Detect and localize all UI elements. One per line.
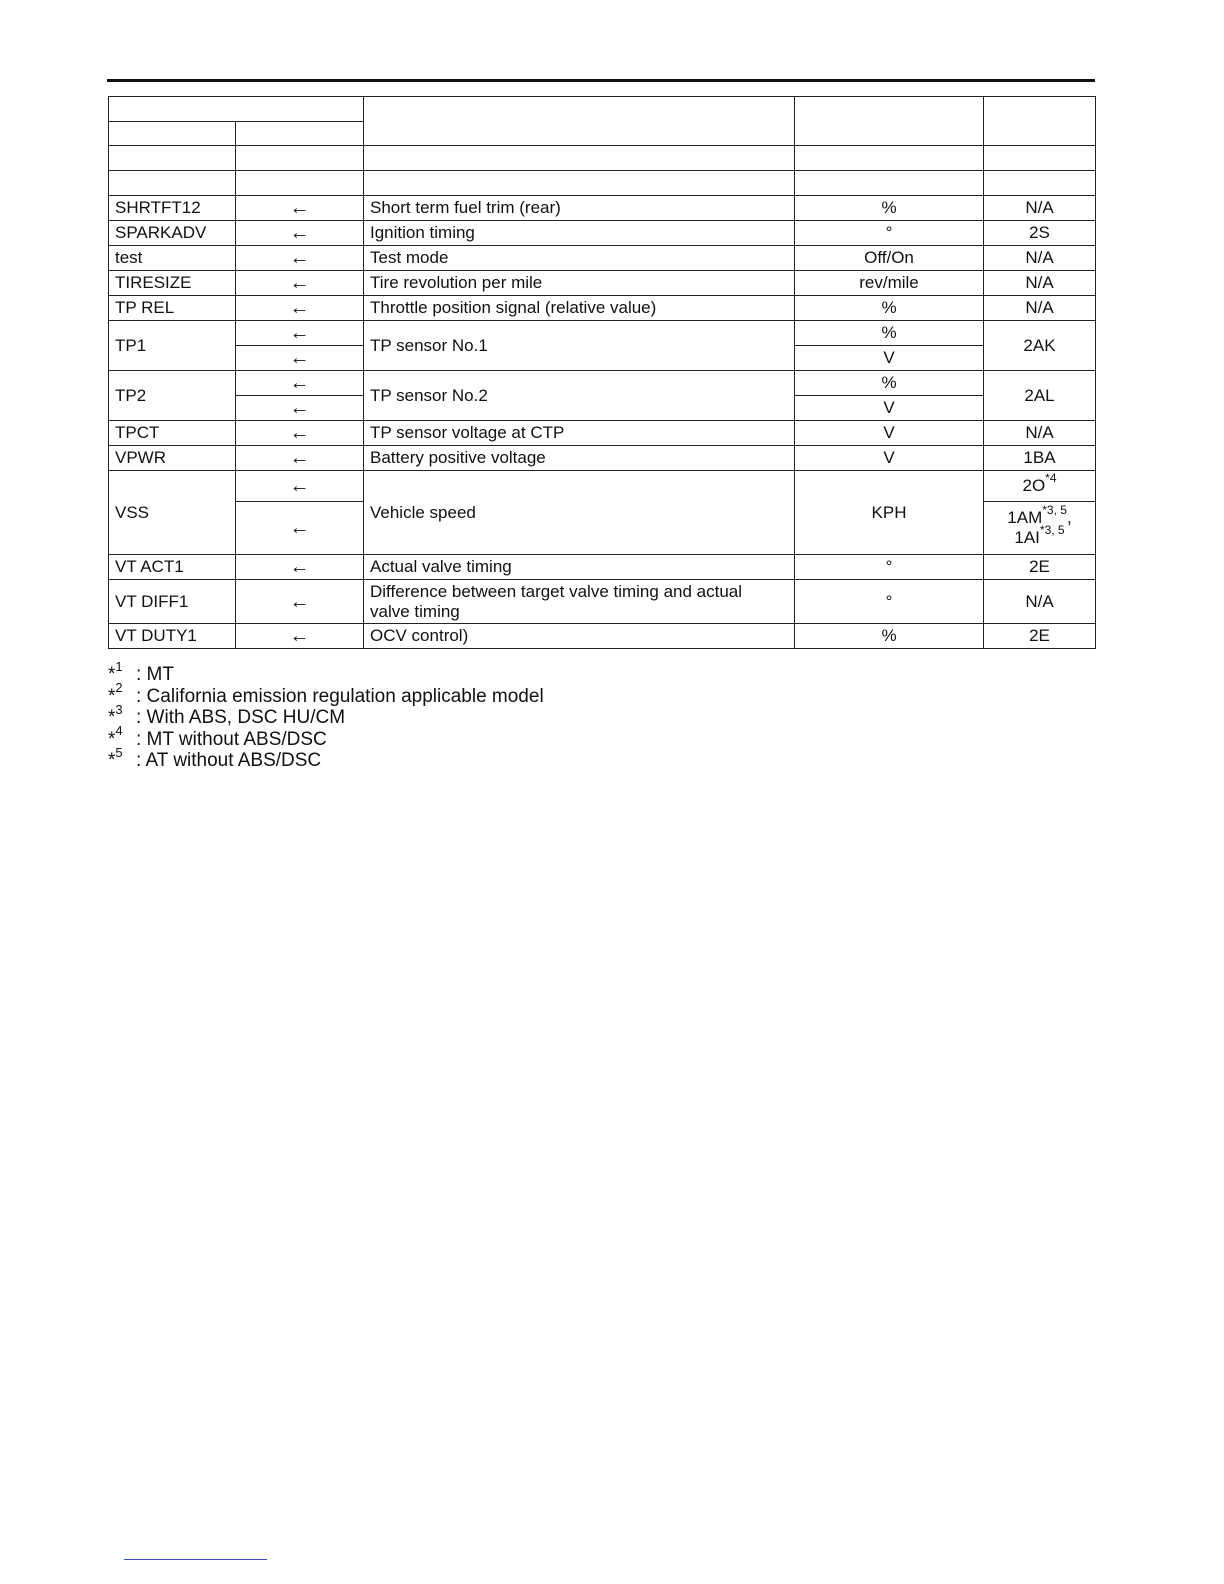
definition-cell: TP sensor No.2	[364, 371, 795, 421]
pid-cell: TP2	[109, 371, 236, 421]
header-cell-definition	[364, 97, 795, 146]
terminal-cell	[984, 502, 1096, 555]
arrow-cell: ←	[236, 196, 364, 221]
terminal-code: 2O	[1022, 476, 1046, 495]
terminal-cell: N/A	[984, 296, 1096, 321]
table-row	[109, 624, 1096, 649]
terminal-cell: 2AK	[984, 321, 1096, 371]
pid-cell: test	[109, 246, 236, 271]
arrow-cell: ←	[236, 502, 364, 555]
table-row	[109, 421, 1096, 446]
footnote-text: : AT without ABS/DSC	[136, 750, 322, 771]
arrow-cell: ←	[236, 321, 364, 346]
footnote-asterisk: *	[108, 685, 116, 707]
arrow-cell: ←	[236, 555, 364, 580]
pid-cell: VT DIFF1	[109, 580, 236, 624]
terminal-separator: ,	[1066, 508, 1072, 527]
footnote-item	[108, 680, 544, 708]
footnote-mark	[108, 744, 136, 772]
unit-cell: °	[795, 555, 984, 580]
definition-cell: Test mode	[364, 246, 795, 271]
table-row	[109, 555, 1096, 580]
terminal-cell: 2AL	[984, 371, 1096, 421]
definition-cell: OCV control)	[364, 624, 795, 649]
header-cell-pid-alt	[236, 122, 364, 146]
table-row	[109, 196, 1096, 221]
arrow-cell: ←	[236, 296, 364, 321]
footnote-item	[108, 658, 544, 686]
footnote-ref: *4	[1045, 471, 1057, 486]
footnote-text: : With ABS, DSC HU/CM	[136, 707, 346, 728]
footnotes	[108, 658, 544, 772]
footnote-number: 3	[115, 701, 123, 717]
pid-cell: SHRTFT12	[109, 196, 236, 221]
table-row	[109, 321, 1096, 346]
terminal-code: 1AM	[1007, 508, 1043, 527]
definition-cell: Actual valve timing	[364, 555, 795, 580]
definition-line: valve timing	[370, 601, 460, 621]
terminal-cell: 2S	[984, 221, 1096, 246]
definition-cell: Vehicle speed	[364, 471, 795, 555]
footnote-text: : MT without ABS/DSC	[136, 728, 327, 750]
definition-cell	[364, 580, 795, 624]
unit-cell: %	[795, 624, 984, 649]
terminal-cell: N/A	[984, 246, 1096, 271]
pid-cell: TPCT	[109, 421, 236, 446]
footnote-asterisk: *	[108, 664, 116, 685]
table-row	[109, 246, 1096, 271]
unit-cell: KPH	[795, 471, 984, 555]
unit-cell: Off/On	[795, 246, 984, 271]
terminal-cell: N/A	[984, 580, 1096, 624]
unit-cell: %	[795, 321, 984, 346]
unit-cell: %	[795, 196, 984, 221]
pid-cell: TP REL	[109, 296, 236, 321]
footnote-asterisk: *	[108, 707, 116, 728]
unit-cell: rev/mile	[795, 271, 984, 296]
pid-cell: TIRESIZE	[109, 271, 236, 296]
arrow-cell: ←	[236, 271, 364, 296]
terminal-cell	[984, 471, 1096, 502]
arrow-cell: ←	[236, 580, 364, 624]
footnote-text: : MT	[136, 664, 174, 685]
footnote-number: 1	[115, 658, 123, 674]
arrow-cell: ←	[236, 221, 364, 246]
unit-cell: V	[795, 421, 984, 446]
arrow-cell: ←	[236, 246, 364, 271]
terminal-cell: 2E	[984, 624, 1096, 649]
footnote-number: 4	[115, 723, 123, 739]
unit-cell: %	[795, 296, 984, 321]
footnote-item	[108, 723, 544, 751]
arrow-cell: ←	[236, 471, 364, 502]
table-row-blank	[109, 171, 1096, 196]
unit-cell: V	[795, 396, 984, 421]
definition-cell: TP sensor No.1	[364, 321, 795, 371]
footnote-asterisk: *	[108, 750, 116, 771]
footnote-item	[108, 744, 544, 772]
pid-cell: TP1	[109, 321, 236, 371]
table-row	[109, 296, 1096, 321]
footnote-text: : California emission regulation applicable model	[136, 685, 544, 707]
unit-cell: %	[795, 371, 984, 396]
definition-cell: Short term fuel trim (rear)	[364, 196, 795, 221]
footnote-number: 2	[115, 680, 123, 696]
table-row	[109, 471, 1096, 502]
header-cell-pid-group	[109, 97, 364, 122]
unit-cell: V	[795, 346, 984, 371]
footnote-ref: *3, 5	[1042, 503, 1067, 518]
definition-cell: Battery positive voltage	[364, 446, 795, 471]
table-row	[109, 221, 1096, 246]
footnote-item	[108, 701, 544, 729]
table-row-blank	[109, 146, 1096, 171]
definition-cell: Tire revolution per mile	[364, 271, 795, 296]
unit-cell: V	[795, 446, 984, 471]
unit-cell: °	[795, 580, 984, 624]
definition-cell: Throttle position signal (relative value)	[364, 296, 795, 321]
footnote-number: 5	[115, 744, 123, 760]
terminal-cell: 1BA	[984, 446, 1096, 471]
terminal-cell: N/A	[984, 271, 1096, 296]
footnote-ref: *3, 5	[1039, 523, 1065, 538]
pid-cell: VT DUTY1	[109, 624, 236, 649]
pid-cell: SPARKADV	[109, 221, 236, 246]
definition-cell: Ignition timing	[364, 221, 795, 246]
pid-cell: VT ACT1	[109, 555, 236, 580]
terminal-cell: 2E	[984, 555, 1096, 580]
pid-monitor-table	[108, 96, 1096, 649]
bottom-link-underline[interactable]	[124, 1559, 267, 1560]
arrow-cell: ←	[236, 371, 364, 396]
terminal-cell: N/A	[984, 421, 1096, 446]
terminal-code: 1AI	[1014, 528, 1040, 547]
header-cell-pid	[109, 122, 236, 146]
header-cell-unit	[795, 97, 984, 146]
pid-cell: VPWR	[109, 446, 236, 471]
header-cell-terminal	[984, 97, 1096, 146]
definition-line: Difference between target valve timing and actual	[370, 581, 743, 601]
arrow-cell: ←	[236, 396, 364, 421]
unit-cell: °	[795, 221, 984, 246]
arrow-cell: ←	[236, 346, 364, 371]
pid-cell: VSS	[109, 471, 236, 555]
top-rule	[107, 79, 1095, 82]
table-row	[109, 371, 1096, 396]
table-row	[109, 271, 1096, 296]
header-row	[109, 97, 1096, 122]
definition-cell: TP sensor voltage at CTP	[364, 421, 795, 446]
table-row	[109, 446, 1096, 471]
table-row	[109, 580, 1096, 624]
terminal-cell: N/A	[984, 196, 1096, 221]
arrow-cell: ←	[236, 446, 364, 471]
arrow-cell: ←	[236, 421, 364, 446]
arrow-cell: ←	[236, 624, 364, 649]
footnote-asterisk: *	[108, 728, 116, 750]
